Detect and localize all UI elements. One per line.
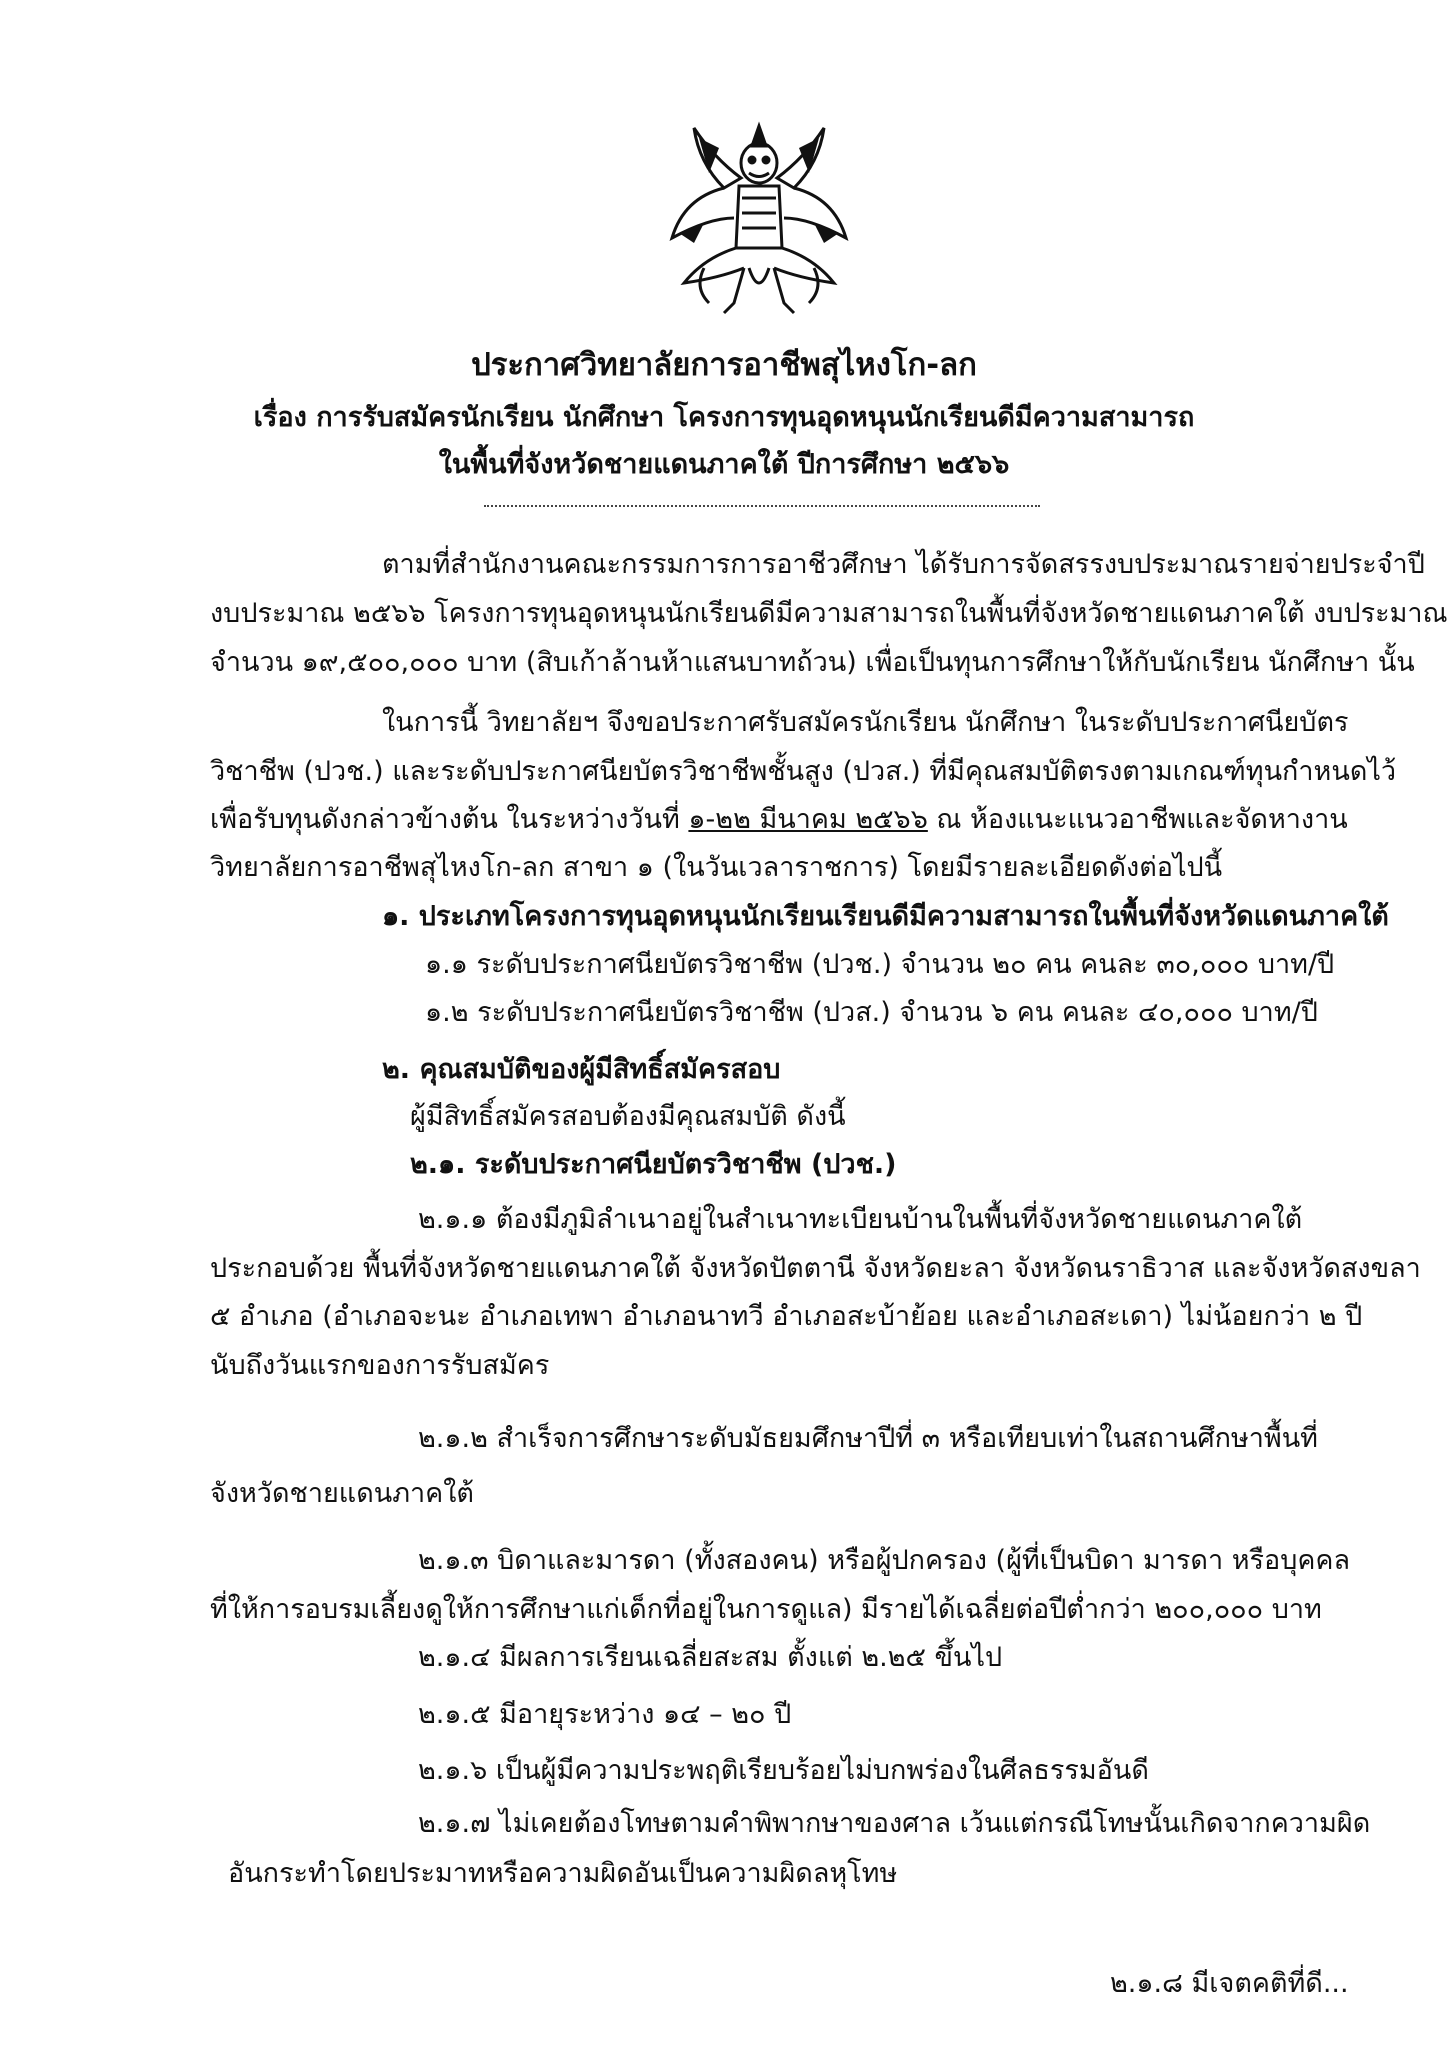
garuda-emblem-icon	[664, 118, 854, 323]
criteria-3-line-1: ๒.๑.๓ บิดาและมารดา (ทั้งสองคน) หรือผู้ปกครอง (ผู้ที่เป็นบิดา มารดา หรือบุคคล	[418, 1545, 1351, 1576]
criteria-1-line-1: ๒.๑.๑ ต้องมีภูมิลำเนาอยู่ในสำเนาทะเบียนบ้านในพื้นที่จังหวัดชายแดนภาคใต้	[418, 1204, 1303, 1235]
criteria-2-line-1: ๒.๑.๒ สำเร็จการศึกษาระดับมัธยมศึกษาปีที่ ๓ หรือเทียบเท่าในสถานศึกษาพื้นที่	[418, 1423, 1318, 1454]
criteria-4: ๒.๑.๔ มีผลการเรียนเฉลี่ยสะสม ตั้งแต่ ๒.๒๕ ขึ้นไป	[418, 1642, 1003, 1673]
criteria-2-line-2: จังหวัดชายแดนภาคใต้	[210, 1478, 474, 1509]
section1-item-2: ๑.๒ ระดับประกาศนียบัตรวิชาชีพ (ปวส.) จำนวน ๖ คน คนละ ๔๐,๐๐๐ บาท/ปี	[425, 997, 1318, 1028]
subject-line-2: ในพื้นที่จังหวัดชายแดนภาคใต้ ปีการศึกษา ๒๕๖๖	[438, 449, 1010, 480]
para2-line-2: วิชาชีพ (ปวช.) และระดับประกาศนียบัตรวิชาชีพชั้นสูง (ปวส.) ที่มีคุณสมบัติตรงตามเกณฑ์ทุนกำหนดไว้	[210, 756, 1397, 787]
para1-line-2: งบประมาณ ๒๕๖๖ โครงการทุนอุดหนุนนักเรียนดีมีความสามารถในพื้นที่จังหวัดชายแดนภาคใต้ งบประมาณ	[210, 598, 1448, 629]
para2-line-3	[210, 800, 1348, 840]
para1-line-1: ตามที่สำนักงานคณะกรรมการการอาชีวศึกษา ได้รับการจัดสรรงบประมาณรายจ่ายประจำปี	[382, 549, 1425, 580]
section2-intro: ผู้มีสิทธิ์สมัครสอบต้องมีคุณสมบัติ ดังนี้	[410, 1101, 846, 1132]
criteria-1-line-3: ๕ อำเภอ (อำเภอจะนะ อำเภอเทพา อำเภอนาทวี อำเภอสะบ้าย้อย และอำเภอสะเดา) ไม่น้อยกว่า ๒ ปี	[210, 1301, 1363, 1332]
criteria-7-line-2: อันกระทำโดยประมาทหรือความผิดอันเป็นความผิดลหุโทษ	[228, 1858, 898, 1889]
criteria-1-line-4: นับถึงวันแรกของการรับสมัคร	[210, 1350, 550, 1381]
criteria-6: ๒.๑.๖ เป็นผู้มีความประพฤติเรียบร้อยไม่บกพร่องในศีลธรรมอันดี	[418, 1755, 1149, 1786]
para2-line-4: วิทยาลัยการอาชีพสุไหงโก-ลก สาขา ๑ (ในวันเวลาราชการ) โดยมีรายละเอียดดังต่อไปนี้	[210, 852, 1223, 883]
title-divider	[484, 505, 1040, 507]
criteria-3-line-2: ที่ให้การอบรมเลี้ยงดูให้การศึกษาแก่เด็กที่อยู่ในการดูแล) มีรายได้เฉลี่ยต่อปีต่ำกว่า ๒๐๐,๐๐๐ บาท	[210, 1594, 1322, 1625]
subject-line-1: เรื่อง การรับสมัครนักเรียน นักศึกษา โครงการทุนอุดหนุนนักเรียนดีมีความสามารถ	[253, 402, 1195, 433]
page-title: ประกาศวิทยาลัยการอาชีพสุไหงโก-ลก	[471, 347, 977, 383]
para1-line-3: จำนวน ๑๙,๕๐๐,๐๐๐ บาท (สิบเก้าล้านห้าแสนบาทถ้วน) เพื่อเป็นทุนการศึกษาให้กับนักเรียน นักศึกษา นั้น	[210, 647, 1415, 678]
criteria-1-line-2: ประกอบด้วย พื้นที่จังหวัดชายแดนภาคใต้ จังหวัดปัตตานี จังหวัดยะลา จังหวัดนราธิวาส และจังหวัดสงขลา	[210, 1253, 1421, 1284]
application-date-range: ๑-๒๒ มีนาคม ๒๕๖๖	[688, 804, 928, 835]
criteria-7-line-1: ๒.๑.๗ ไม่เคยต้องโทษตามคำพิพากษาของศาล เว้นแต่กรณีโทษนั้นเกิดจากความผิด	[418, 1808, 1371, 1839]
section2-heading: ๒. คุณสมบัติของผู้มีสิทธิ์สมัครสอบ	[382, 1054, 781, 1085]
para2-line-3-c: ณ ห้องแนะแนวอาชีพและจัดหางาน	[927, 804, 1348, 835]
section1-item-1: ๑.๑ ระดับประกาศนียบัตรวิชาชีพ (ปวช.) จำนวน ๒๐ คน คนละ ๓๐,๐๐๐ บาท/ปี	[425, 949, 1335, 980]
page-continuation: ๒.๑.๘ มีเจตคติที่ดี...	[1110, 1968, 1349, 1999]
para2-line-1: ในการนี้ วิทยาลัยฯ จึงขอประกาศรับสมัครนักเรียน นักศึกษา ในระดับประกาศนียบัตร	[382, 707, 1349, 738]
section2-sub-heading: ๒.๑. ระดับประกาศนียบัตรวิชาชีพ (ปวช.)	[410, 1149, 897, 1180]
section1-heading: ๑. ประเภทโครงการทุนอุดหนุนนักเรียนเรียนดีมีความสามารถในพื้นที่จังหวัดแดนภาคใต้	[382, 901, 1389, 932]
criteria-5: ๒.๑.๕ มีอายุระหว่าง ๑๔ – ๒๐ ปี	[418, 1699, 792, 1730]
para2-line-3-a: เพื่อรับทุนดังกล่าวข้างต้น ในระหว่างวันที่	[210, 804, 689, 835]
